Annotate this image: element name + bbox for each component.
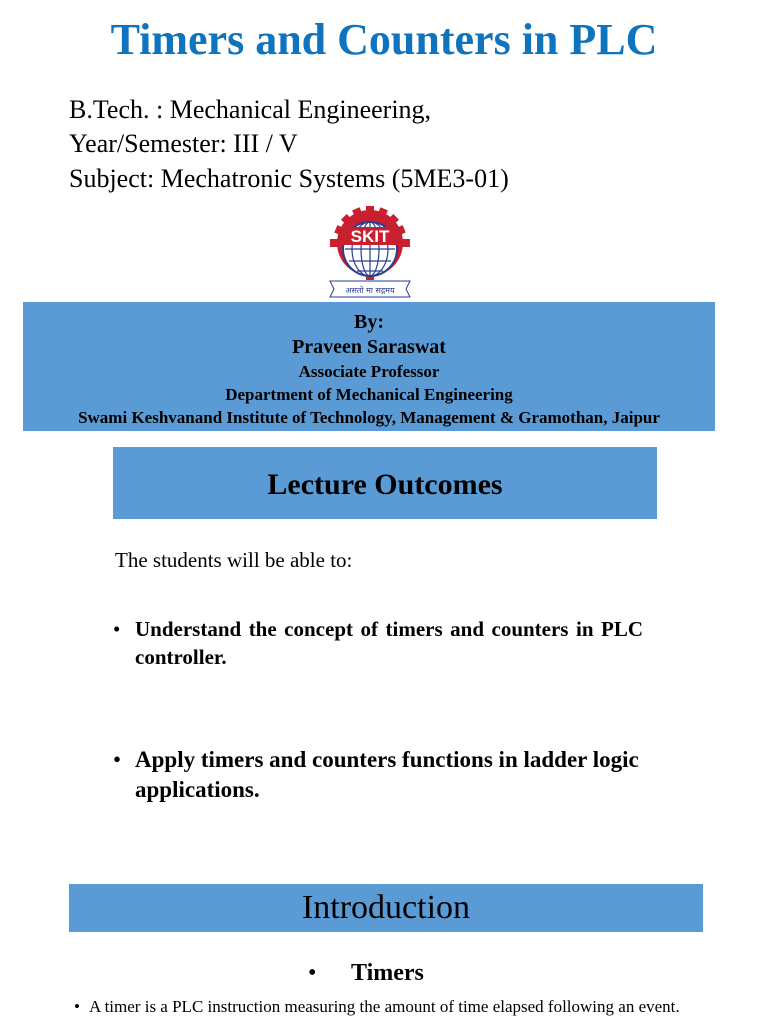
lecture-outcomes-heading: Lecture Outcomes — [113, 447, 657, 519]
author-name: Praveen Saraswat — [292, 336, 446, 358]
bullet-icon: • — [113, 617, 121, 641]
outcome-item: • Understand the concept of timers and counters in PLC controller. — [113, 617, 643, 669]
author-department: Department of Mechanical Engineering — [225, 385, 513, 404]
semester-line: Year/Semester: III / V — [69, 129, 298, 158]
introduction-heading: Introduction — [69, 884, 703, 932]
logo-motto: असतो मा सद्गमय — [345, 286, 395, 295]
logo-text: SKIT — [350, 227, 390, 246]
outcomes-lead: The students will be able to: — [115, 548, 353, 572]
outcome-item: • Apply timers and counters functions in ladder logic applications. — [113, 747, 639, 802]
timer-definition: • A timer is a PLC instruction measuring the amount of time elapsed following an event. — [74, 997, 680, 1016]
page-title: Timers and Counters in PLC — [110, 15, 658, 64]
author-institute: Swami Keshvanand Institute of Technology, Management & Gramothan, Jaipur — [78, 408, 660, 427]
bullet-icon: • — [113, 747, 122, 772]
author-designation: Associate Professor — [298, 362, 440, 381]
skit-logo — [326, 205, 414, 300]
bullet-icon: • — [308, 960, 317, 986]
author-box — [23, 302, 715, 431]
subject-line: Subject: Mechatronic Systems (5ME3-01) — [69, 164, 509, 193]
by-label: By: — [354, 311, 384, 333]
course-line: B.Tech. : Mechanical Engineering, — [69, 95, 432, 124]
bullet-icon: • — [74, 997, 80, 1016]
